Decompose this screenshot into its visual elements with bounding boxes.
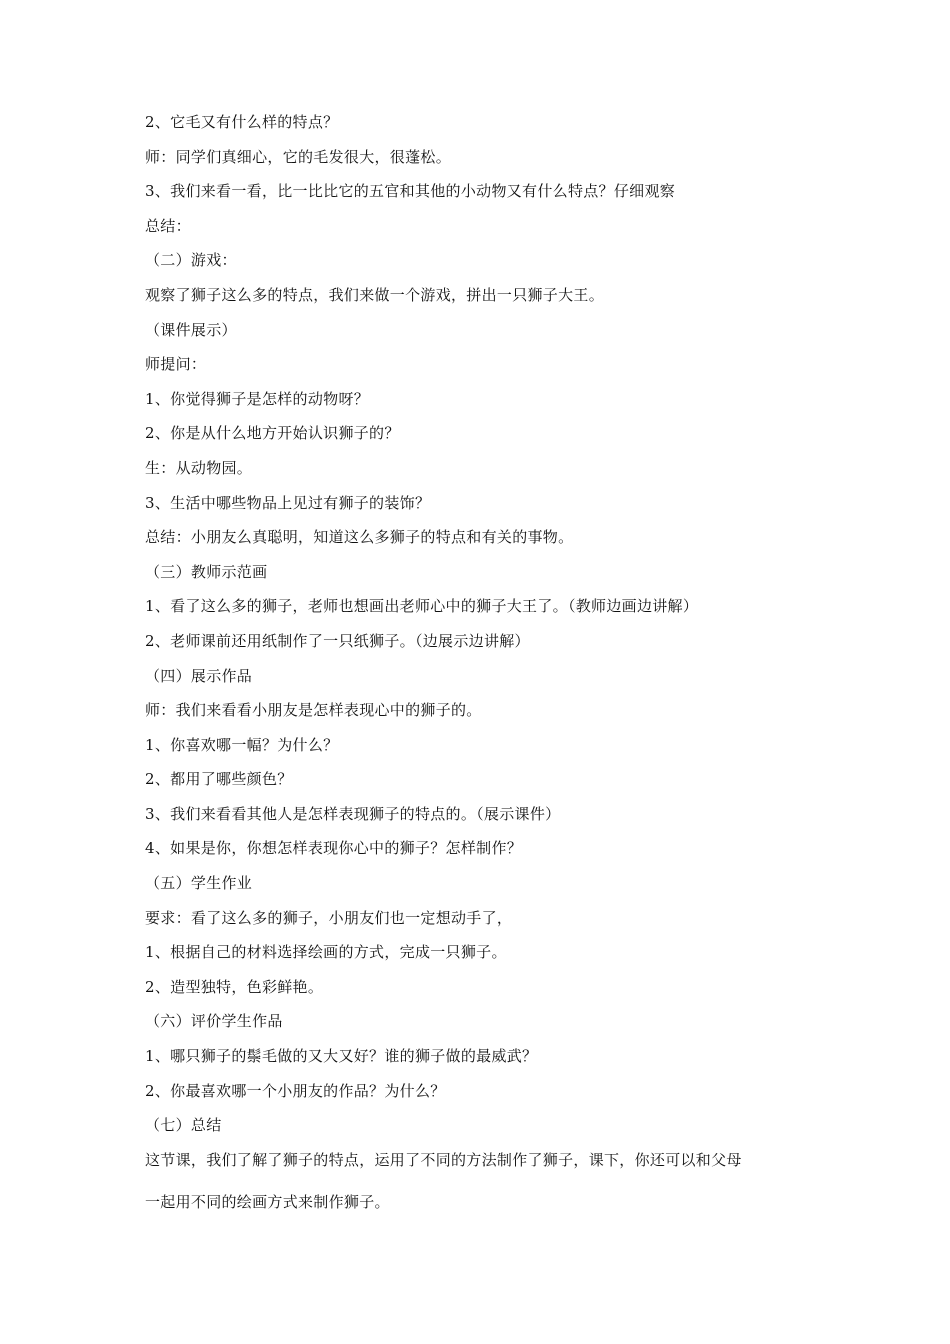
text-line: 师：我们来看看小朋友是怎样表现心中的狮子的。	[145, 701, 482, 720]
text-line: 1、你觉得狮子是怎样的动物呀？	[145, 389, 370, 408]
text-line: 2、老师课前还用纸制作了一只纸狮子。（边展示边讲解）	[145, 631, 530, 650]
text-line: 师提问：	[145, 355, 207, 374]
text-line: 总结：	[145, 216, 191, 235]
section-heading: （二）游戏：	[145, 251, 237, 270]
text-line: 2、你最喜欢哪一个小朋友的作品？为什么？	[145, 1081, 446, 1100]
text-line: 总结：小朋友么真聪明，知道这么多狮子的特点和有关的事物。	[145, 528, 574, 547]
text-line: 1、哪只狮子的鬃毛做的又大又好？谁的狮子做的最威武？	[145, 1047, 538, 1066]
document-page	[145, 112, 825, 1226]
text-line: 1、你喜欢哪一幅？为什么？	[145, 735, 339, 754]
text-line: 观察了狮子这么多的特点，我们来做一个游戏，拼出一只狮子大王。	[145, 285, 605, 304]
text-line: 一起用不同的绘画方式来制作狮子。	[145, 1192, 390, 1211]
text-line: 要求：看了这么多的狮子，小朋友们也一定想动手了，	[145, 908, 513, 927]
section-heading: （三）教师示范画	[145, 562, 268, 581]
text-line: （课件展示）	[145, 320, 237, 339]
text-line: 3、生活中哪些物品上见过有狮子的装饰？	[145, 493, 431, 512]
text-line: 2、你是从什么地方开始认识狮子的？	[145, 424, 400, 443]
text-line: 生：从动物园。	[145, 458, 253, 477]
text-line: 2、都用了哪些颜色？	[145, 770, 293, 789]
text-line: 师：同学们真细心，它的毛发很大，很蓬松。	[145, 147, 452, 166]
text-line: 这节课，我们了解了狮子的特点，运用了不同的方法制作了狮子，课下，你还可以和父母	[145, 1150, 742, 1169]
text-line: 3、我们来看看其他人是怎样表现狮子的特点的。（展示课件）	[145, 804, 561, 823]
text-line: 2、造型独特，色彩鲜艳。	[145, 977, 324, 996]
section-heading: （六）评价学生作品	[145, 1012, 283, 1031]
text-line: 4、如果是你，你想怎样表现你心中的狮子？怎样制作？	[145, 839, 523, 858]
section-heading: （五）学生作业	[145, 874, 253, 893]
section-heading: （七）总结	[145, 1116, 222, 1135]
text-line: 1、根据自己的材料选择绘画的方式，完成一只狮子。	[145, 943, 507, 962]
text-line: 2、它毛又有什么样的特点？	[145, 113, 339, 131]
text-line: 1、看了这么多的狮子，老师也想画出老师心中的狮子大王了。（教师边画边讲解）	[145, 597, 699, 616]
text-line: 3、我们来看一看，比一比比它的五官和其他的小动物又有什么特点？仔细观察	[145, 182, 676, 201]
section-heading: （四）展示作品	[145, 666, 253, 685]
